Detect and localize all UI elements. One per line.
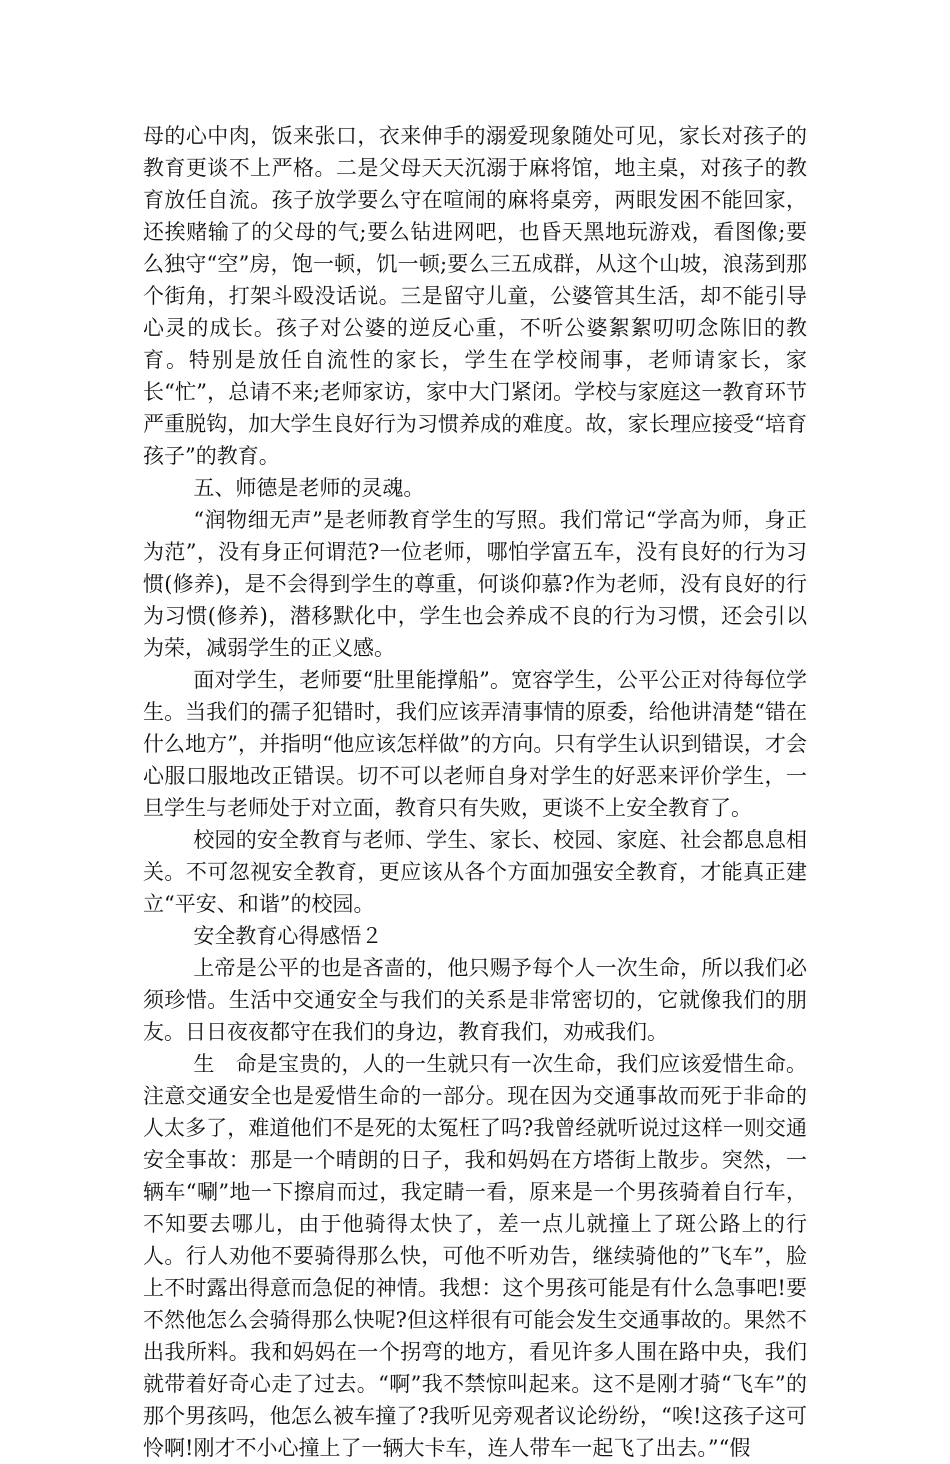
document-page — [143, 120, 807, 1464]
article-title-2: 安全教育心得感悟２ — [193, 924, 383, 948]
section-heading-teacher-ethics: 五、师德是老师的灵魂。 — [193, 476, 425, 500]
paragraph-body: “润物细无声”是老师教育学生的写照。我们常记“学高为师，身正为范”，没有身正何谓范?一位老师，哪怕学富五车，没有良好的行为习惯(修养)，是不会得到学生的尊重，何谈仰慕?作为老师，没有良好的行为习惯(修养)，潜移默化中，学生也会养成不良的行为习惯，还会引以为荣，减弱学生的正义感。 — [143, 508, 807, 660]
paragraph-continuation: 母的心中肉，饭来张口，衣来伸手的溺爱现象随处可见，家长对孩子的教育更谈不上严格。二是父母天天沉溺于麻将馆，地主桌，对孩子的教育放任自流。孩子放学要么守在喧闹的麻将桌旁，两眼发困不能回家，还挨赌输了的父母的气;要么钻进网吧，也昏天黑地玩游戏，看图像;要么独守“空”房，饱一顿，饥一顿;要么三五成群，从这个山坡，浪荡到那个街角，打架斗殴没话说。三是留守儿童，公婆管其生活，却不能引导心灵的成长。孩子对公婆的逆反心重，不听公婆絮絮叨叨念陈旧的教育。特别是放任自流性的家长，学生在学校闹事，老师请家长，家长“忙”，总请不来;老师家访，家中大门紧闭。学校与家庭这一教育环节严重脱钩，加大学生良好行为习惯养成的难度。故，家长理应接受“培育孩子”的教育。 — [143, 124, 807, 468]
paragraph-body: 校园的安全教育与老师、学生、家长、校园、家庭、社会都息息相关。不可忽视安全教育，更应该从各个方面加强安全教育，才能真正建立“平安、和谐”的校园。 — [143, 828, 807, 916]
paragraph-body: 生 命是宝贵的，人的一生就只有一次生命，我们应该爱惜生命。注意交通安全也是爱惜生命的一部分。现在因为交通事故而死于非命的人太多了，难道他们不是死的太冤枉了吗?我曾经就听说过这样一则交通安全事故：那是一个晴朗的日子，我和妈妈在方塔街上散步。突然，一辆车“唰”地一下擦肩而过，我定睛一看，原来是一个男孩骑着自行车，不知要去哪儿，由于他骑得太快了，差一点儿就撞上了斑公路上的行人。行人劝他不要骑得那么快，可他不听劝告，继续骑他的”飞车”，脸上不时露出得意而急促的神情。我想：这个男孩可能是有什么急事吧!要不然他怎么会骑得那么快呢?但这样很有可能会发生交通事故的。果然不出我所料。我和妈妈在一个拐弯的地方，看见许多人围在路中央，我们就带着好奇心走了过去。“啊”我不禁惊叫起来。这不是刚才骑“飞车”的那个男孩吗，他怎么被车撞了?我听见旁观者议论纷纷，“唉!这孩子这可怜啊!刚才不小心撞上了一辆大卡车，连人带车一起飞了出去。”“假 — [143, 1052, 807, 1460]
paragraph-body: 上帝是公平的也是吝啬的，他只赐予每个人一次生命，所以我们必须珍惜。生活中交通安全与我们的关系是非常密切的，它就像我们的朋友。日日夜夜都守在我们的身边，教育我们，劝戒我们。 — [143, 956, 807, 1044]
paragraph-body: 面对学生，老师要“肚里能撑船”。宽容学生，公平公正对待每位学生。当我们的孺子犯错时，我们应该弄清事情的原委，给他讲清楚“错在什么地方”，并指明“他应该怎样做”的方向。只有学生认识到错误，才会心服口服地改正错误。切不可以老师自身对学生的好恶来评价学生，一旦学生与老师处于对立面，教育只有失败，更谈不上安全教育了。 — [143, 668, 807, 820]
